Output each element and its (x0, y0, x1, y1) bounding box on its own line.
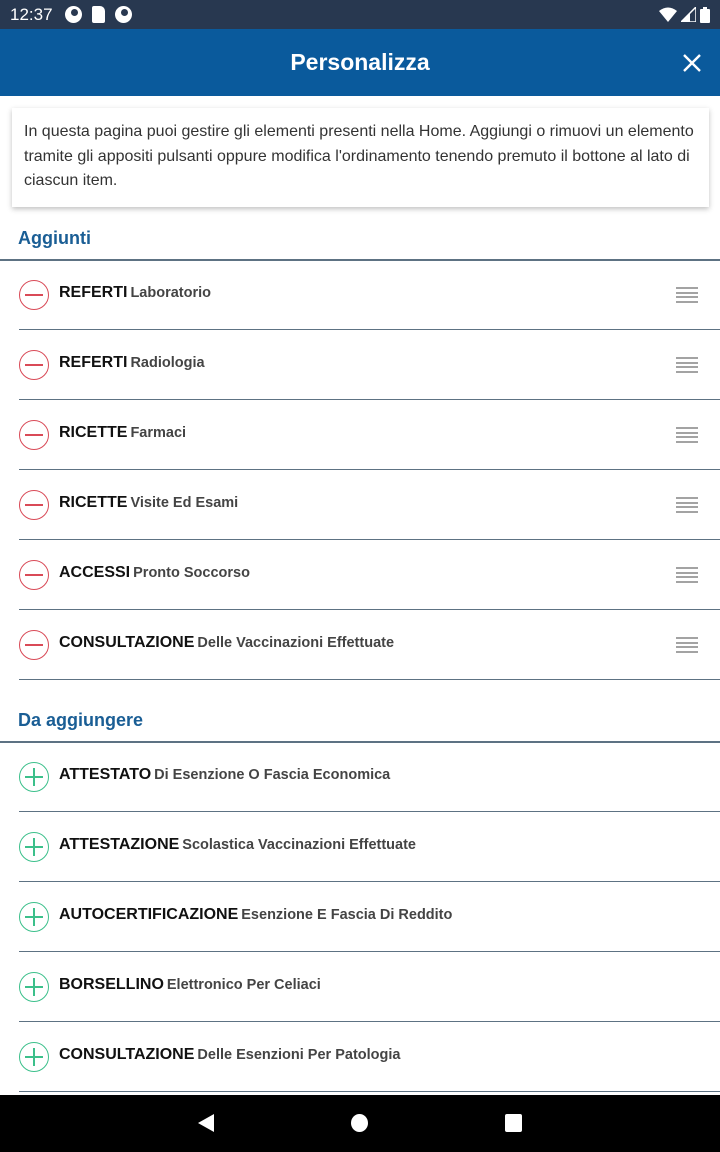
battery-icon (700, 7, 710, 23)
remove-circle-icon[interactable] (19, 350, 49, 380)
drag-handle-icon[interactable] (676, 637, 698, 653)
back-icon[interactable] (198, 1114, 214, 1132)
remove-circle-icon[interactable] (19, 630, 49, 660)
item-label: ATTESTATO Di Esenzione O Fascia Economica (59, 766, 391, 783)
list-item (0, 812, 720, 882)
list-item (0, 610, 720, 680)
item-label: RICETTE Farmaci (59, 424, 187, 441)
item-label: ATTESTAZIONE Scolastica Vaccinazioni Effettuate (59, 836, 416, 853)
add-circle-icon[interactable] (19, 1042, 49, 1072)
drag-handle-icon[interactable] (676, 287, 698, 303)
item-label: REFERTI Radiologia (59, 354, 205, 371)
info-card (12, 108, 709, 207)
item-label: ACCESSI Pronto Soccorso (59, 564, 250, 581)
list-item (0, 260, 720, 330)
item-label: RICETTE Visite Ed Esami (59, 494, 239, 511)
list-item (0, 1022, 720, 1092)
item-label: CONSULTAZIONE Delle Esenzioni Per Patologia (59, 1046, 401, 1063)
remove-circle-icon[interactable] (19, 490, 49, 520)
info-text: In questa pagina puoi gestire gli elementi presenti nella Home. Aggiungi o rimuovi un elemento tramite gli appositi pulsanti oppure modifica l'ordinamento tenendo premuto il bottone al lato di ciascun item. (24, 123, 694, 189)
item-label: REFERTI Laboratorio (59, 284, 212, 301)
list-item (0, 882, 720, 952)
add-circle-icon[interactable] (19, 762, 49, 792)
list-item (0, 742, 720, 812)
home-icon[interactable] (351, 1114, 368, 1132)
notification-app-icon (115, 6, 132, 23)
navigation-bar (0, 1095, 720, 1152)
remove-circle-icon[interactable] (19, 420, 49, 450)
close-button[interactable] (676, 47, 708, 79)
recents-icon[interactable] (505, 1114, 522, 1132)
item-label: BORSELLINO Elettronico Per Celiaci (59, 976, 321, 993)
remove-circle-icon[interactable] (19, 280, 49, 310)
drag-handle-icon[interactable] (676, 357, 698, 373)
section-title-added: Aggiunti (18, 228, 91, 248)
add-circle-icon[interactable] (19, 902, 49, 932)
list-item (0, 400, 720, 470)
list-item (0, 470, 720, 540)
item-divider (19, 1091, 720, 1093)
list-item (0, 540, 720, 610)
remove-circle-icon[interactable] (19, 560, 49, 590)
page-title: Personalizza (290, 49, 430, 75)
drag-handle-icon[interactable] (676, 567, 698, 583)
item-label: CONSULTAZIONE Delle Vaccinazioni Effettuate (59, 634, 395, 651)
add-circle-icon[interactable] (19, 832, 49, 862)
notification-app-icon (65, 6, 82, 23)
sd-card-icon (92, 6, 105, 23)
list-item (0, 330, 720, 400)
status-bar (0, 0, 720, 29)
drag-handle-icon[interactable] (676, 497, 698, 513)
section-title-to-add: Da aggiungere (18, 710, 144, 730)
drag-handle-icon[interactable] (676, 427, 698, 443)
close-icon (683, 54, 701, 72)
item-divider (19, 679, 720, 681)
add-circle-icon[interactable] (19, 972, 49, 1002)
app-bar (0, 29, 720, 96)
signal-icon (681, 7, 696, 22)
list-item (0, 952, 720, 1022)
status-time: 12:37 (10, 4, 53, 24)
wifi-icon (659, 7, 677, 22)
item-label: AUTOCERTIFICAZIONE Esenzione E Fascia Di Reddito (59, 906, 453, 923)
